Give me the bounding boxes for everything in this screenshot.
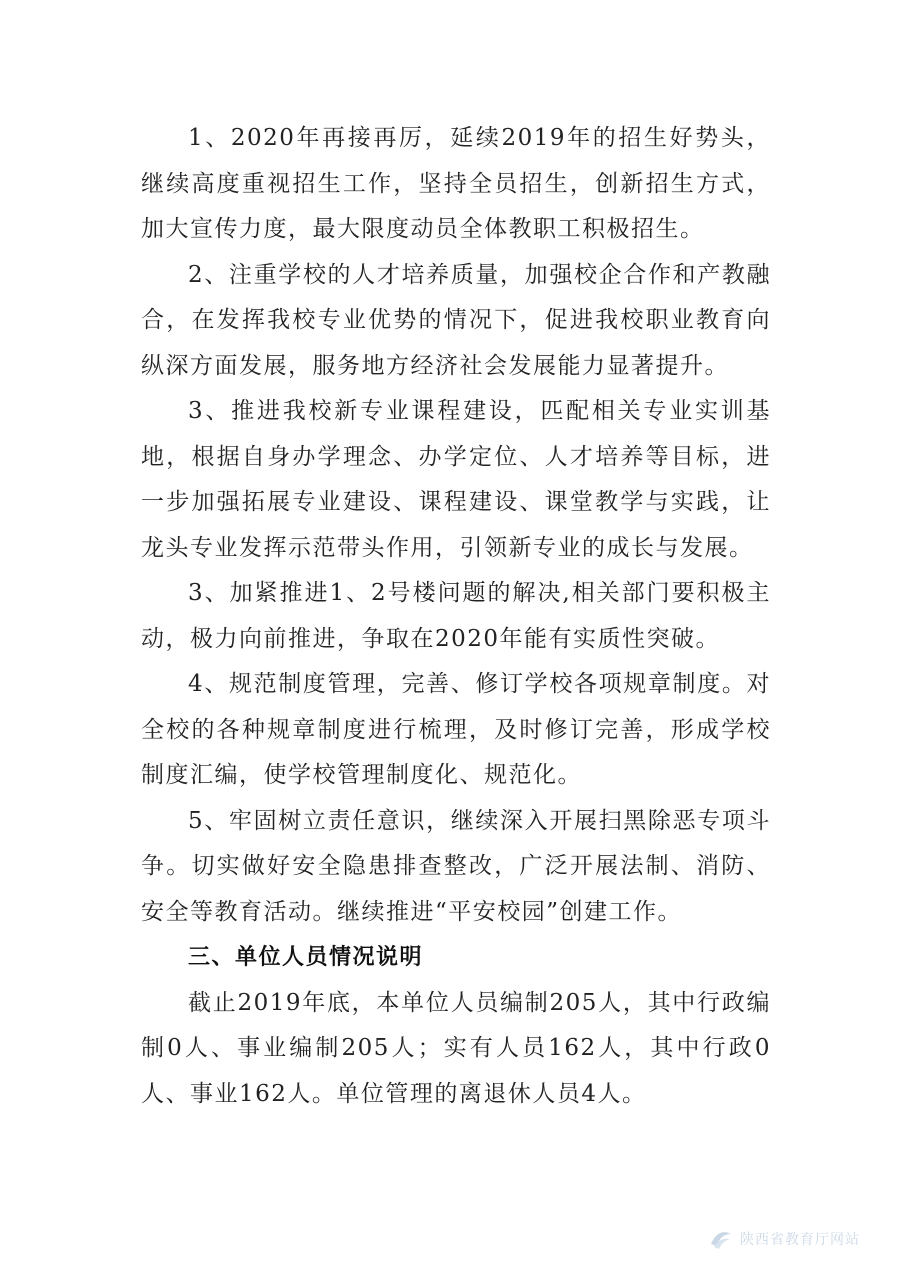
ribbon-logo-icon (708, 1226, 734, 1252)
paragraph-talent-training: 2、注重学校的人才培养质量，加强校企合作和产教融合，在发挥我校专业优势的情况下，促进我校职业教育向纵深方面发展，服务地方经济社会发展能力显著提升。 (141, 261, 771, 379)
document-body (141, 116, 771, 1117)
section-heading: 三、单位人员情况说明 (188, 945, 424, 970)
paragraph-buildings: 3、加紧推进1、2号楼问题的解决,相关部门要积极主动，极力向前推进，争取在2020年能有实质性突破。 (141, 580, 771, 652)
paragraph-safety: 5、牢固树立责任意识，继续深入开展扫黑除恶专项斗争。切实做好安全隐患排查整改，广泛开展法制、消防、安全等教育活动。继续推进“平安校园”创建工作。 (141, 807, 771, 925)
paragraph-curriculum: 3、推进我校新专业课程建设，匹配相关专业实训基地，根据自身办学理念、办学定位、人才培养等目标，进一步加强拓展专业建设、课程建设、课堂教学与实践，让龙头专业发挥示范带头作用，引领新专业的成长与发展。 (141, 398, 771, 561)
watermark-text: 陕西省教育厅网站 (740, 1232, 860, 1248)
paragraph-enrollment: 1、2020年再接再厉，延续2019年的招生好势头，继续高度重视招生工作，坚持全员招生，创新招生方式，加大宣传力度，最大限度动员全体教职工积极招生。 (141, 125, 771, 242)
paragraph-staffing: 截止2019年底，本单位人员编制205人，其中行政编制0人、事业编制205人；实有人员162人，其中行政0人、事业162人。单位管理的离退休人员4人。 (141, 989, 771, 1107)
site-watermark (708, 1226, 860, 1252)
paragraph-regulations: 4、规范制度管理，完善、修订学校各项规章制度。对全校的各种规章制度进行梳理，及时修订完善，形成学校制度汇编，使学校管理制度化、规范化。 (141, 671, 771, 788)
